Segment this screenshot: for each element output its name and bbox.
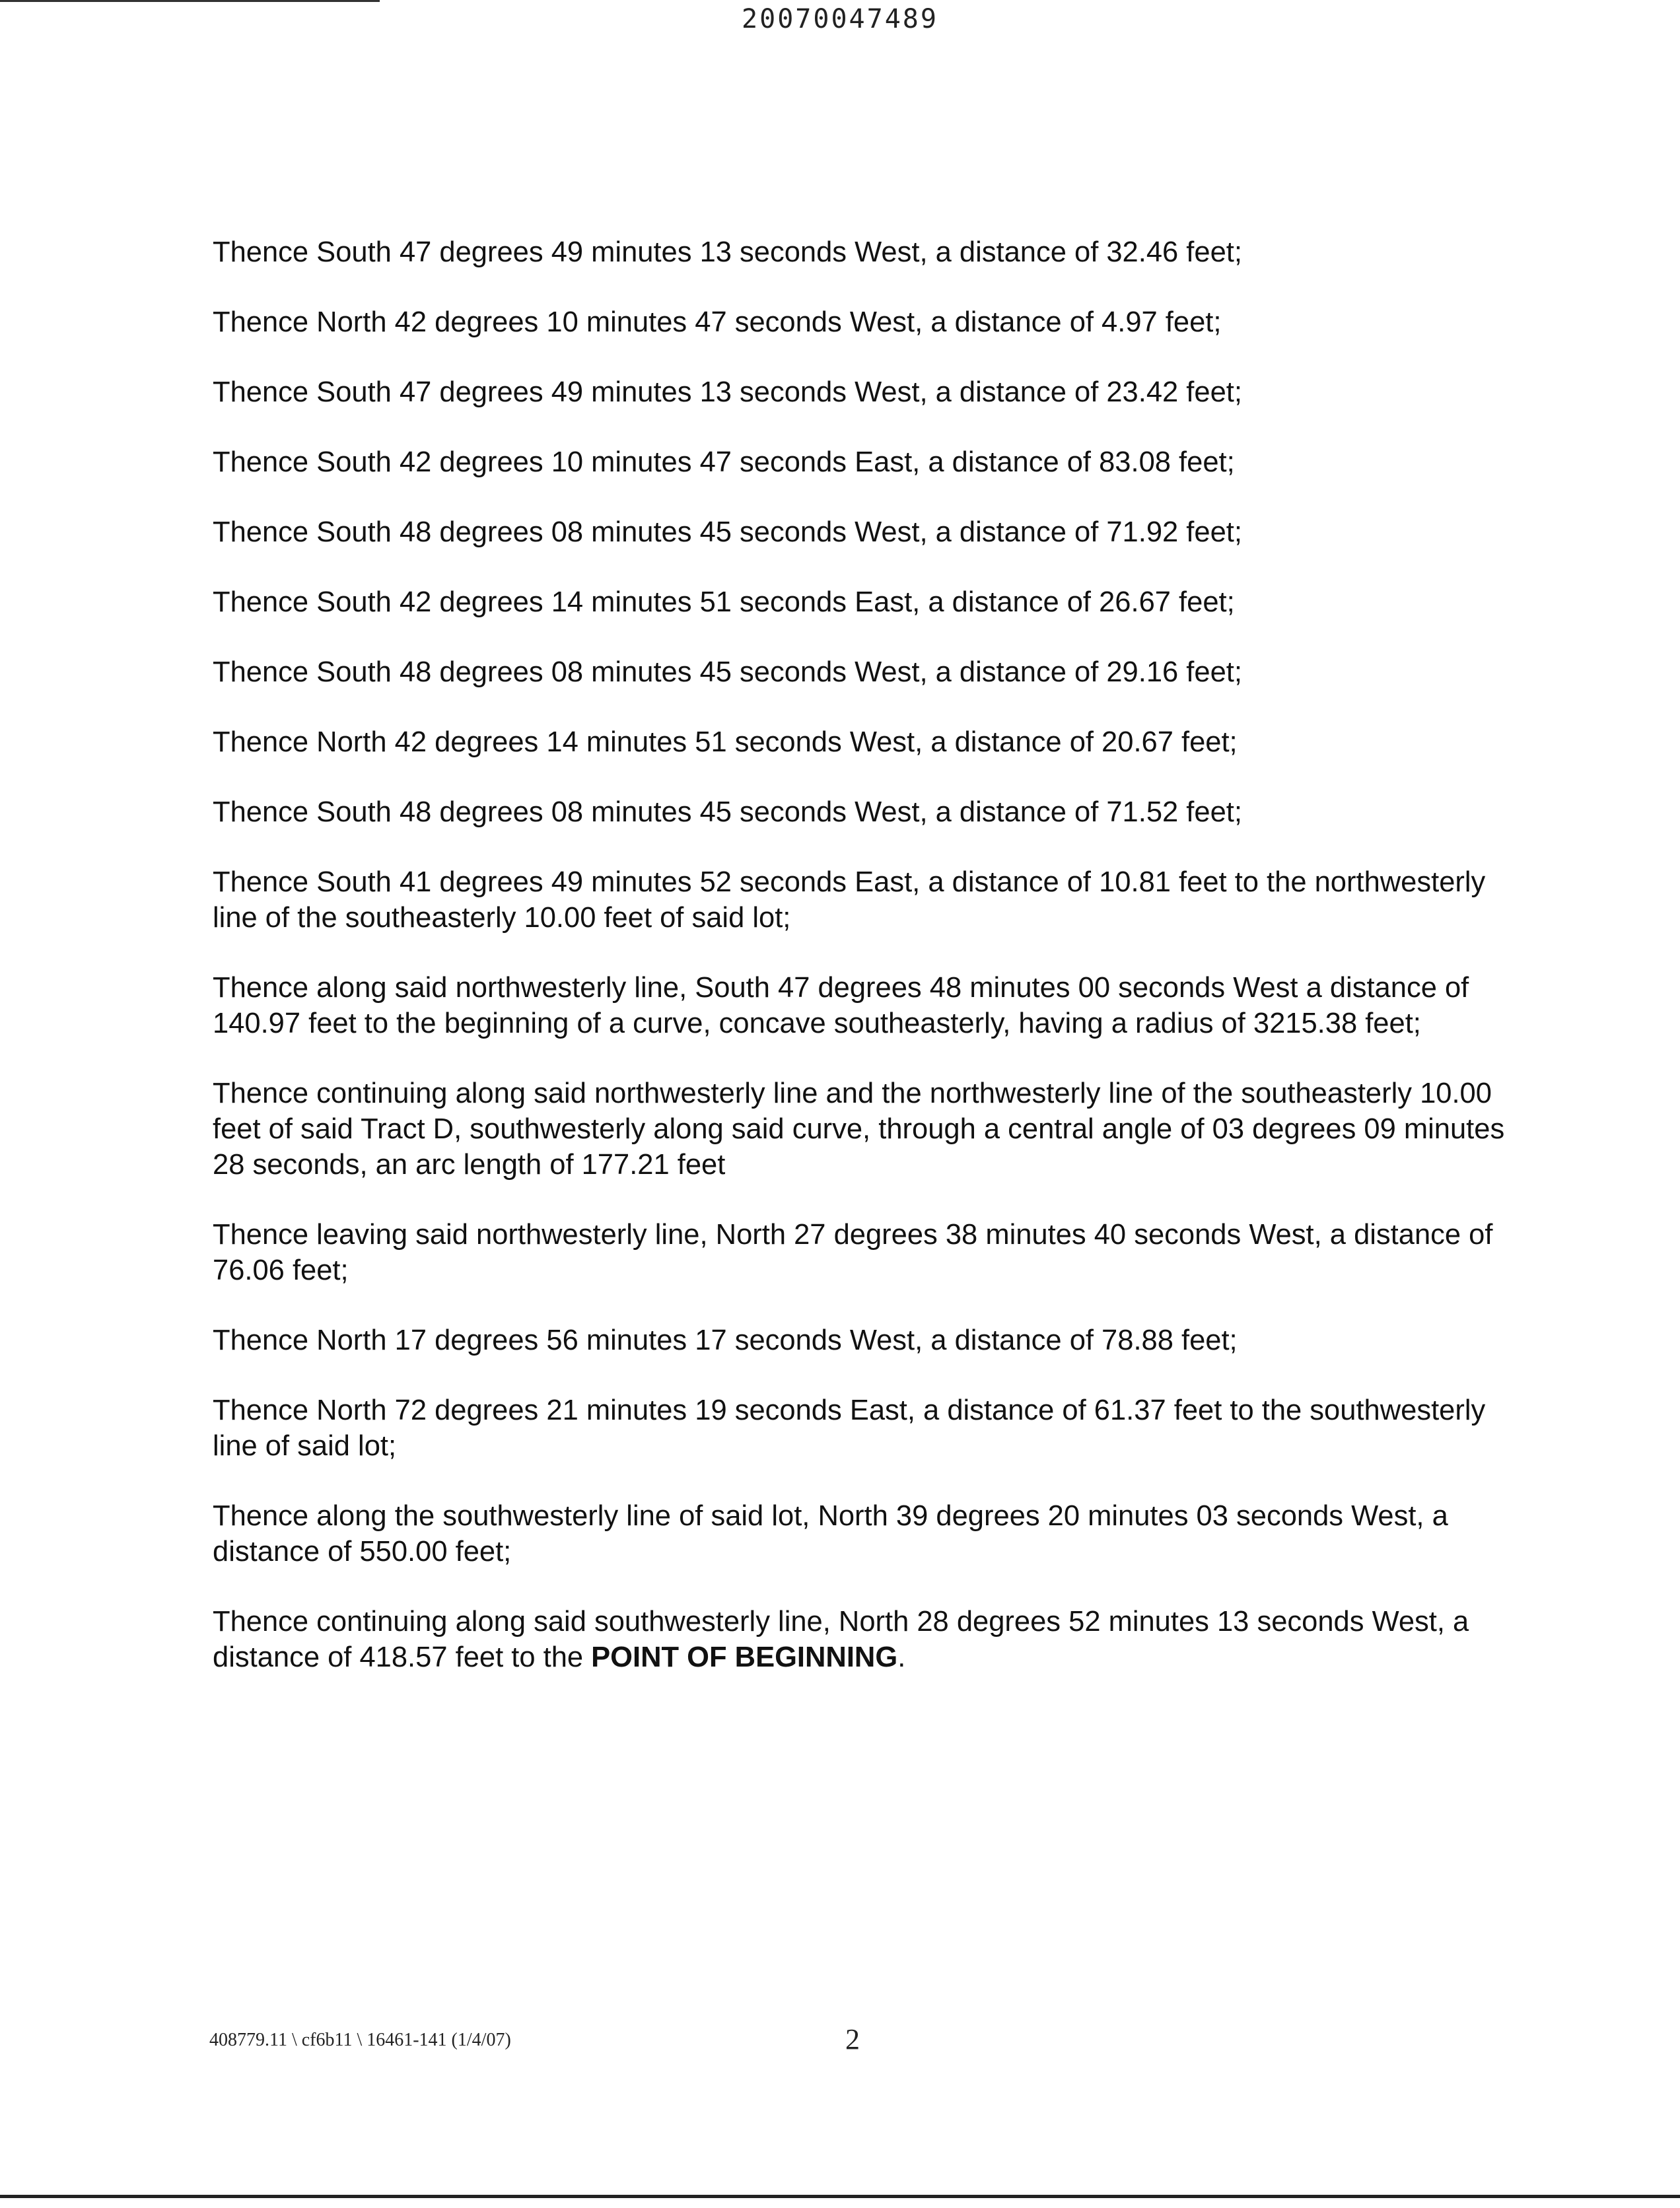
course-paragraph: Thence leaving said northwesterly line, North 27 degrees 38 minutes 40 seconds West, a distance of 76.06 feet; [213,1219,1493,1286]
course-paragraph: Thence South 47 degrees 49 minutes 13 seconds West, a distance of 23.42 feet; [213,376,1242,408]
course-paragraph: Thence South 42 degrees 10 minutes 47 seconds East, a distance of 83.08 feet; [213,446,1235,478]
course-paragraph: Thence South 41 degrees 49 minutes 52 seconds East, a distance of 10.81 feet to the northwesterly line of the southeasterly 10.00 feet of said lot; [213,866,1486,934]
course-paragraph: Thence North 17 degrees 56 minutes 17 seconds West, a distance of 78.88 feet; [213,1325,1238,1356]
file-reference: 408779.11 \ cf6b11 \ 16461-141 (1/4/07) [209,2030,511,2050]
bottom-rule [0,2195,1680,2198]
course-paragraph: Thence South 42 degrees 14 minutes 51 seconds East, a distance of 26.67 feet; [213,586,1235,618]
course-paragraph: Thence North 42 degrees 14 minutes 51 seconds West, a distance of 20.67 feet; [213,726,1238,758]
final-course-paragraph [213,1604,1507,1675]
course-paragraph: Thence South 48 degrees 08 minutes 45 seconds West, a distance of 71.52 feet; [213,796,1242,828]
course-paragraph: Thence South 47 degrees 49 minutes 13 seconds West, a distance of 32.46 feet; [213,236,1242,268]
point-of-beginning: POINT OF BEGINNING [591,1641,898,1673]
course-paragraph: Thence South 48 degrees 08 minutes 45 seconds West, a distance of 29.16 feet; [213,656,1242,688]
legal-description [213,234,1507,1709]
course-paragraph: Thence along the southwesterly line of said lot, North 39 degrees 20 minutes 03 seconds West, a distance of 550.00 feet; [213,1500,1448,1568]
final-course-end: . [897,1641,906,1673]
course-paragraph: Thence South 48 degrees 08 minutes 45 seconds West, a distance of 71.92 feet; [213,516,1242,548]
document-number: 20070047489 [742,4,938,34]
course-paragraph: Thence continuing along said northwesterly line and the northwesterly line of the southeasterly 10.00 feet of said Tract D, southwesterly along said curve, through a central angle of 03 degrees 09 minutes 28 seconds, an arc length of 177.21 feet [213,1078,1505,1181]
course-paragraph: Thence North 42 degrees 10 minutes 47 seconds West, a distance of 4.97 feet; [213,306,1222,338]
page-number: 2 [845,2023,860,2055]
top-rule [0,0,380,2]
final-course-text: Thence continuing along said southwesterly line, North 28 degrees 52 minutes 13 seconds West, a distance of 418.57 feet to the [213,1606,1469,1673]
course-paragraph: Thence along said northwesterly line, South 47 degrees 48 minutes 00 seconds West a distance of 140.97 feet to the beginning of a curve, concave southeasterly, having a radius of 3215.38 feet; [213,972,1469,1039]
course-paragraph: Thence North 72 degrees 21 minutes 19 seconds East, a distance of 61.37 feet to the southwesterly line of said lot; [213,1395,1486,1462]
